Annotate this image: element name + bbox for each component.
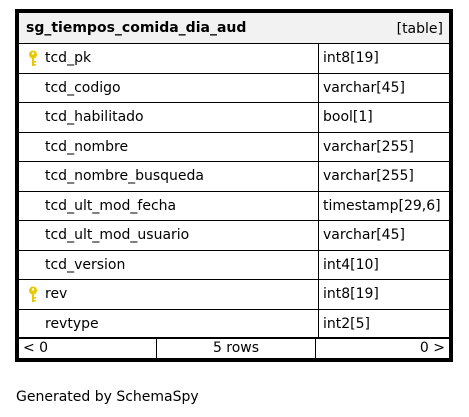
column-row[interactable]	[19, 251, 449, 281]
column-type: varchar[45]	[323, 227, 405, 243]
key-icon	[28, 50, 38, 67]
column-name-cell	[19, 192, 319, 221]
column-row[interactable]	[19, 280, 449, 310]
column-name: revtype	[45, 315, 99, 332]
column-type: timestamp[29,6]	[323, 197, 441, 214]
column-name-cell	[19, 221, 319, 250]
footer-next-count: 0 >	[419, 340, 445, 356]
column-type: varchar[255]	[323, 168, 414, 184]
key-icon	[28, 286, 38, 303]
column-type: int8[19]	[323, 50, 379, 66]
column-row[interactable]	[19, 221, 449, 251]
column-type: varchar[255]	[323, 138, 414, 155]
generated-by-label: Generated by SchemaSpy	[16, 389, 199, 405]
table-node[interactable]	[15, 9, 453, 362]
column-name: tcd_nombre_busqueda	[45, 168, 204, 184]
footer-next-cell	[316, 339, 449, 358]
column-name: tcd_version	[45, 256, 126, 273]
column-name-cell	[19, 103, 319, 132]
column-name-cell	[19, 44, 319, 73]
column-name-cell	[19, 133, 319, 162]
column-type: int4[10]	[323, 256, 379, 273]
column-name: tcd_codigo	[45, 79, 121, 96]
column-type: int8[19]	[323, 286, 379, 302]
column-row[interactable]	[19, 133, 449, 163]
table-footer	[19, 339, 449, 358]
column-row[interactable]	[19, 103, 449, 133]
column-name: tcd_habilitado	[45, 109, 144, 125]
column-name-cell	[19, 280, 319, 309]
column-type: bool[1]	[323, 109, 373, 125]
footer-rows-cell	[157, 339, 316, 358]
column-row[interactable]	[19, 192, 449, 222]
column-list	[19, 44, 449, 339]
column-name-cell	[19, 74, 319, 103]
footer-prev-count: < 0	[23, 340, 49, 356]
column-name-cell	[19, 162, 319, 191]
column-name: tcd_nombre	[45, 138, 129, 155]
column-type: varchar[45]	[323, 79, 405, 96]
column-row[interactable]	[19, 74, 449, 104]
table-name: sg_tiempos_comida_dia_aud	[26, 20, 247, 36]
footer-prev-cell	[19, 339, 157, 358]
column-name: tcd_ult_mod_usuario	[45, 227, 190, 243]
column-name-cell	[19, 310, 319, 338]
column-name: tcd_ult_mod_fecha	[45, 197, 177, 214]
footer-row-count: 5 rows	[212, 340, 260, 356]
column-name: tcd_pk	[45, 50, 92, 66]
column-row[interactable]	[19, 44, 449, 74]
table-header	[19, 13, 449, 44]
column-row[interactable]	[19, 310, 449, 340]
table-kind-label: [table]	[396, 21, 443, 37]
column-type: int2[5]	[323, 315, 370, 332]
column-name-cell	[19, 251, 319, 280]
column-row[interactable]	[19, 162, 449, 192]
column-name: rev	[45, 286, 68, 302]
